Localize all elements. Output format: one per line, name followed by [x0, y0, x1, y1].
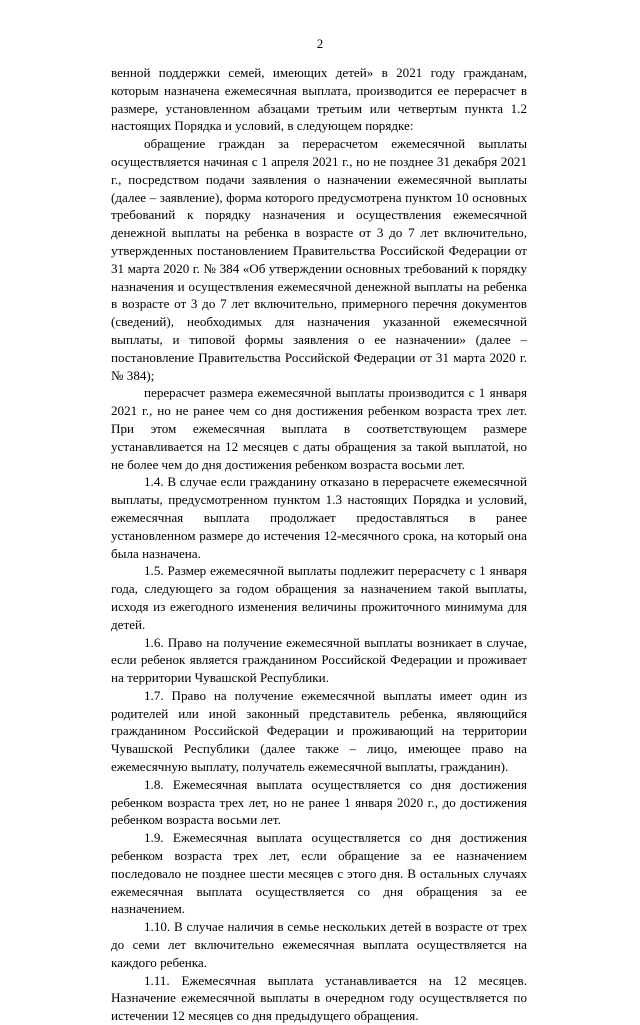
paragraph-continuation: венной поддержки семей, имеющих детей» в 2021 году гражданам, которым назначена ежемесячная выплата, производится ее перерасчет в размере, установленном абзацами третьим или четвертым пункта 1.2 настоящих Порядка и условий, в следующем порядке: [111, 65, 527, 134]
paragraph-1-8: 1.8. Ежемесячная выплата осуществляется со дня достижения ребенком возраста трех лет, но не ранее 1 января 2020 г., до достижения ребенком возраста восьми лет. [111, 776, 527, 828]
paragraph-1-4: 1.4. В случае если гражданину отказано в перерасчете ежемесячной выплаты, предусмотренном пунктом 1.3 настоящих Порядка и условий, ежемесячная выплата продолжает предоставляться в ранее установленном размере до истечения 12-месячного срока, на который она была назначена. [111, 474, 527, 561]
document-body [111, 64, 527, 1025]
paragraph-1-7: 1.7. Право на получение ежемесячной выплаты имеет один из родителей или иной законный представитель ребенка, являющийся гражданином Российской Федерации и проживающий на территории Чувашской Республики (далее также – лицо, имеющее право на ежемесячную выплату, получатель ежемесячной выплаты, гражданин). [111, 687, 527, 775]
paragraph-recalculation: перерасчет размера ежемесячной выплаты производится с 1 января 2021 г., но не ранее чем со дня достижения ребенком возраста трех лет. При этом ежемесячная выплата в соответствующем размере устанавливается на 12 месяцев с даты обращения за такой выплатой, но не более чем до дня достижения ребенком возраста восьми лет. [111, 385, 527, 472]
paragraph-1-6: 1.6. Право на получение ежемесячной выплаты возникает в случае, если ребенок является гражданином Российской Федерации и проживает на территории Чувашской Республики. [111, 634, 527, 686]
paragraph-1-10: 1.10. В случае наличия в семье нескольких детей в возрасте от трех до семи лет включительно ежемесячная выплата осуществляется на каждого ребенка. [111, 919, 527, 970]
paragraph-1-9: 1.9. Ежемесячная выплата осуществляется со дня достижения ребенком возраста трех лет, если обращение за ее назначением последовало не позднее шести месяцев с этого дня. В остальных случаях ежемесячная выплата осуществляется со дня обращения за ее назначением. [111, 830, 527, 917]
page-number: 2 [316, 36, 324, 51]
paragraph-1-5: 1.5. Размер ежемесячной выплаты подлежит перерасчету с 1 января года, следующего за годом обращения за назначением такой выплаты, исходя из ежегодного изменения величины прожиточного минимума для детей. [111, 563, 527, 632]
paragraph-application-procedure: обращение граждан за перерасчетом ежемесячной выплаты осуществляется начиная с 1 апреля 2021 г., но не позднее 31 декабря 2021 г., посредством подачи заявления о назначении ежемесячной выплаты (далее – заявление), форма которого предусмотрена пунктом 10 основных требований к порядку назначения и осуществления ежемесячной денежной выплаты на ребенка в возрасте от 3 до 7 лет включительно, утвержденных постановлением Правительства Российской Федерации от 31 марта 2020 г. № 384 «Об утверждении основных требований к порядку назначения и осуществления ежемесячной денежной выплаты на ребенка в возрасте от 3 до 7 лет включительно, примерного перечня документов (сведений), необходимых для назначения указанной ежемесячной выплаты, и типовой формы заявления о ее назначении» (далее – постановление Правительства Российской Федерации от 31 марта 2020 г. № 384); [111, 136, 527, 383]
paragraph-1-11: 1.11. Ежемесячная выплата устанавливается на 12 месяцев. Назначение ежемесячной выплаты в очередном году осуществляется по истечении 12 месяцев со дня предыдущего обращения. [111, 972, 527, 1024]
